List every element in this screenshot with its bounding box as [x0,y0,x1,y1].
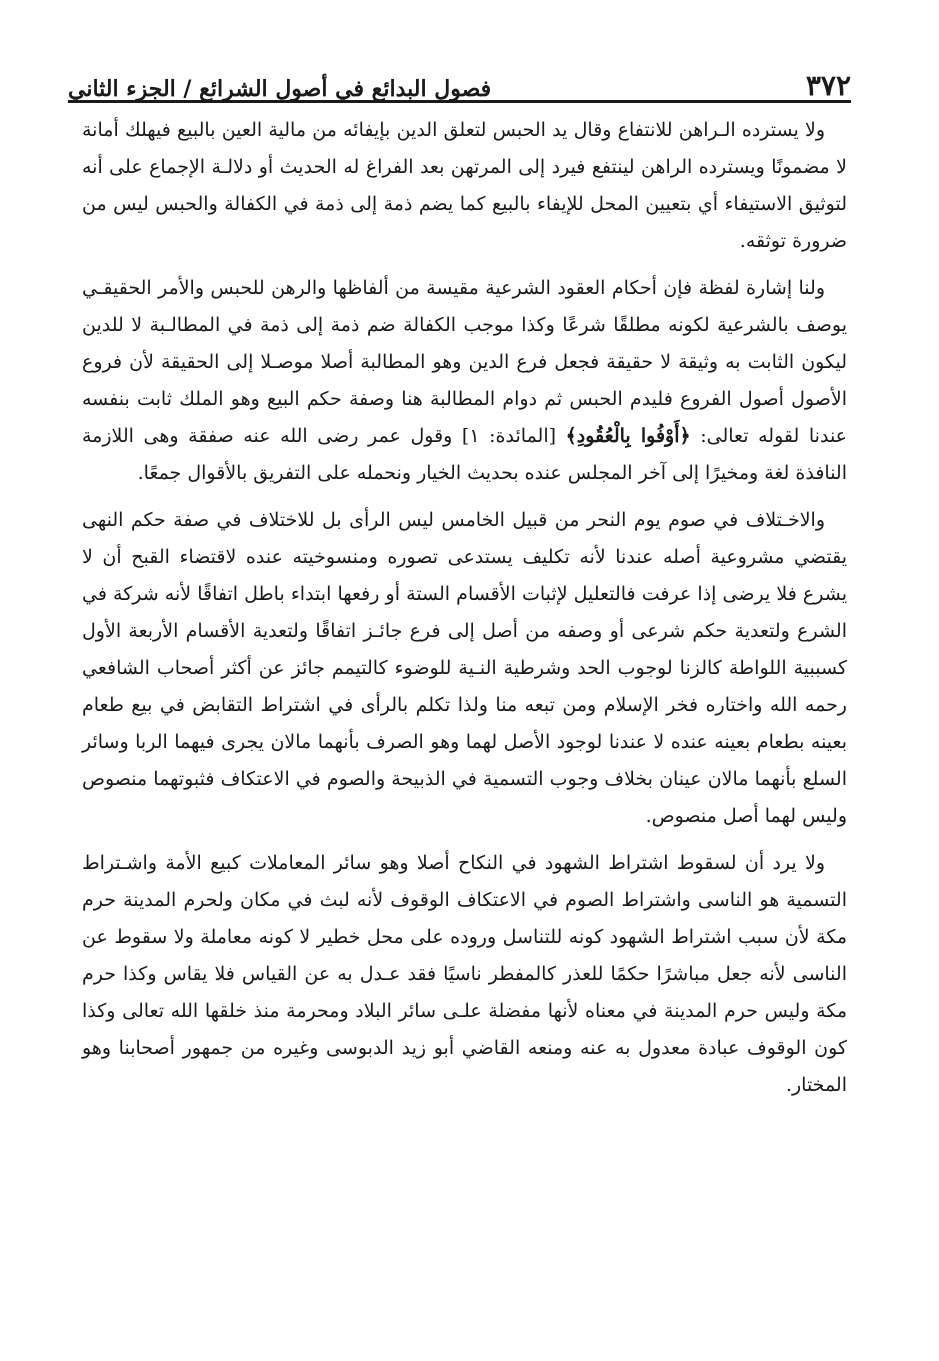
page-number: ٣٧٢ [805,69,851,102]
running-title: فصول البدائع في أصول الشرائع / الجزء الثاني [68,76,492,102]
paragraph-3-text: والاخـتلاف في صوم يوم النحر من قبيل الخامس ليس الرأى بل للاختلاف في صفة حكم النهى يقتضي مشروعية أصله عندنا لأنه تكليف يستدعى تصوره ومنسوخيته عنده لاقتضاء القبح أن لا يشرع فلا يرضى إذا عرفت فالتعليل لإثبات الأقسام الستة أو رفعها ابتداء باطل اتفاقًا لأنه شركة في الشرع ولتعدية حكم شرعى أو وصفه من أصل إلى فرع جائـز اتفاقًا ولتعدية الأقسام الأربعة الأول كسببية اللواطة كالزنا لوجوب الحد وشرطية النـية للوضوء كالتيمم جائز عن أكثر أصحاب الشافعي رحمه الله واختاره فخر الإسلام ومن تبعه منا ولذا تكلم بالرأى في اشتراط التقابض في بيع طعام بعينه بطعام بعينه عنده لا عندنا لوجود الأصل لهما وهو الصرف بأنهما مالان يجرى فيهما الربا وسائر السلع بأنهما مالان عينان بخلاف وجوب التسمية في الذبيحة والصوم في الاعتكاف فثبوتهما منصوص وليس لهما أصل منصوص. [82,509,847,827]
paragraph-2-text: ولنا إشارة لفظة فإن أحكام العقود الشرعية مقيسة من ألفاظها والرهن للحبس والأمر الحقيقـي يوصف بالشرعية لكونه مطلقًا شرعًا وكذا موجب الكفالة ضم ذمة إلى ذمة في المطالـبة لا للدين ليكون الثابت به وثيقة لا حقيقة فجعل فرع الدين وهو المطالبة أصلا موصـلا إلى الحقيقة لأن فروع الأصول أصول الفروع فليدم الحبس ثم دوام المطالبة هنا وصفة حكم البيع وهو الملك ثابت بنفسه عندنا لقوله تعالى: [82,277,848,447]
page-body [82,112,847,1114]
paragraph-1-text: ولا يسترده الـراهن للانتفاع وقال يد الحبس لتعلق الدين بإيفائه من مالية العين بالبيع فيهلك أمانة لا مضمونًا ويسترده الراهن لينتفع فيرد إلى المرتهن بعد الفراغ له الحديث أو دلالـة الإجماع على أنه لتوثيق الاستيفاء أي بتعيين المحل للإيفاء بالبيع كما يضم ذمة إلى ذمة في الكفالة والحبس ليس من ضرورة توثقه. [82,119,847,252]
paragraph-2-text-continued: [المائدة: ١] وقول عمر رضى الله عنه صفقة وهى اللازمة النافذة لغة ومخيرًا إلى آخر المجلس عنده بحديث الخيار ونحمله على التفريق بالأقوال جمعًا. [82,425,847,484]
header-divider [68,100,851,103]
paragraph-2 [82,270,847,492]
page-header [68,52,851,100]
paragraph-4 [82,845,847,1104]
paragraph-3 [82,502,847,835]
paragraph-4-text: ولا يرد أن لسقوط اشتراط الشهود في النكاح أصلا وهو سائر المعاملات كبيع الأمة واشـتراط التسمية هو الناسى واشتراط الصوم في الاعتكاف الوقوف لأنه لبث في مكان ولحرم المدينة حرم مكة لأن سبب اشتراط الشهود كونه للتناسل وروده على محل خطير لا كونه معاملة ولا سقوط عن الناسى لأنه جعل مباشرًا حكمًا للعذر كالمفطر ناسيًا فقد عـدل به عن القياس فلا يقاس وكذا حرم مكة وليس حرم المدينة في معناه لأنها مفضلة علـى سائر البلاد ومحرمة منذ خلقها الله تعالى وكذا كون الوقوف عبادة معدول به عنه ومنعه القاضي أبو زيد الدبوسى وغيره من جمهور أصحابنا وهو المختار. [82,852,847,1096]
paragraph-1 [82,112,847,260]
quran-verse: ﴿أَوْفُوا بِالْعُقُودِ﴾ [565,425,691,447]
